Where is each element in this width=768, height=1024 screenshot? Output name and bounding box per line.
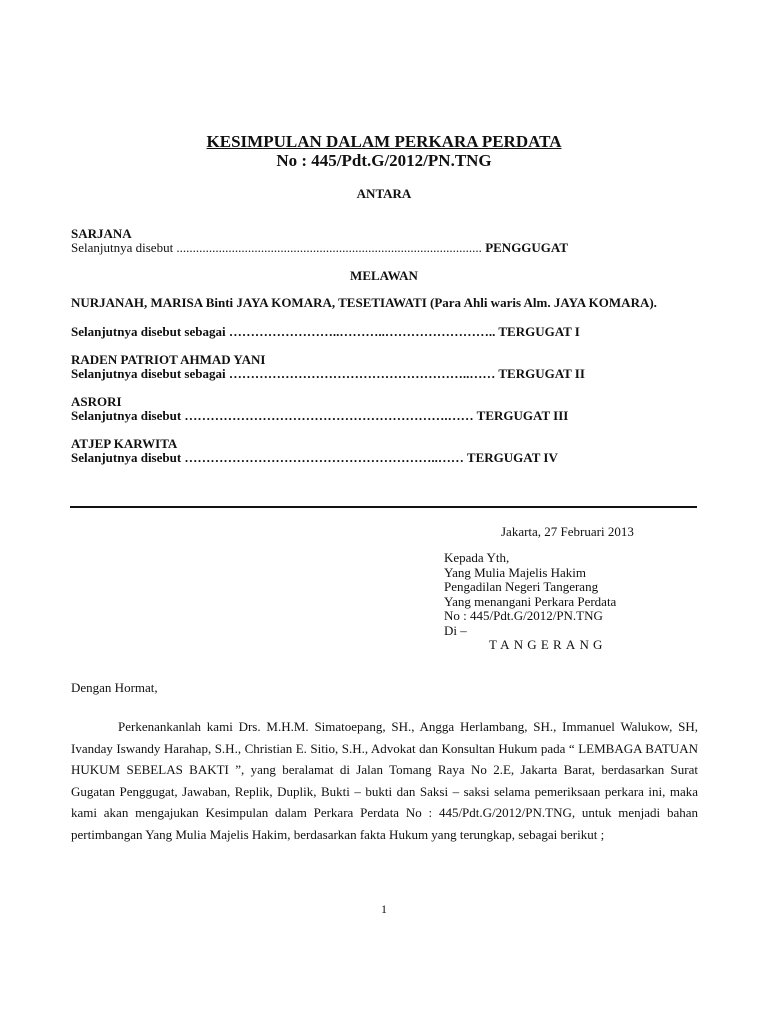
document-title: KESIMPULAN DALAM PERKARA PERDATA: [206, 132, 562, 151]
defendant-3-name: ASRORI: [71, 394, 122, 409]
address-line-1: Kepada Yth,: [444, 550, 510, 565]
address-line-3: Pengadilan Negeri Tangerang: [444, 579, 599, 594]
defendant-1-role-line: [71, 324, 671, 340]
defendant-2-role-line: [71, 366, 671, 382]
defendant-2-label: Selanjutnya disebut sebagai ………………………………………………..……: [71, 366, 496, 381]
defendant-1-name: NURJANAH, MARISA Binti JAYA KOMARA, TESETIAWATI (Para Ahli waris Alm. JAYA KOMARA).: [71, 295, 657, 310]
defendant-2-role: TERGUGAT II: [495, 366, 585, 381]
plaintiff-role-line: [71, 240, 671, 256]
address-line-6: Di –: [444, 622, 467, 638]
melawan-label: MELAWAN: [350, 268, 418, 283]
defendant-3-role-line: [71, 408, 671, 424]
defendant-1-role: TERGUGAT I: [495, 324, 580, 339]
defendant-4-role: TERGUGAT IV: [463, 450, 558, 465]
defendant-2-name: RADEN PATRIOT AHMAD YANI: [71, 352, 266, 367]
date-line: Jakarta, 27 Februari 2013: [501, 524, 634, 539]
defendant-3-role: TERGUGAT III: [473, 408, 569, 423]
address-line-4: Yang menangani Perkara Perdata: [444, 593, 617, 609]
address-line-2: Yang Mulia Majelis Hakim: [444, 564, 587, 580]
address-line-5: No : 445/Pdt.G/2012/PN.TNG: [444, 608, 603, 623]
plaintiff-role: PENGGUGAT: [481, 240, 569, 255]
defendant-1-label: Selanjutnya disebut sebagai ……………………..………..……………………..: [71, 324, 496, 339]
plaintiff-label: Selanjutnya disebut ..............................................................................................: [71, 240, 482, 255]
case-number: No : 445/Pdt.G/2012/PN.TNG: [276, 151, 492, 170]
defendant-4-label: Selanjutnya disebut …………………………………………………..……: [71, 450, 464, 465]
page-number: 1: [381, 902, 387, 916]
salutation: Dengan Hormat,: [71, 680, 158, 695]
plaintiff-name: SARJANA: [71, 226, 132, 241]
body-paragraph: Perkenankanlah kami Drs. M.H.M. Simatoepang, SH., Angga Herlambang, SH., Immanuel Walukow, SH, Ivanday Iswandy Harahap, S.H., Christian E. Sitio, S.H., Advokat dan Konsultan Hukum pada “ LEMBAGA BATUAN HUKUM SEBELAS BAKTI ”, yang beralamat di Jalan Tomang Raya No 2.E, Jakarta Barat, berdasarkan Surat Gugatan Penggugat, Jawaban, Replik, Duplik, Bukti – bukti dan Saksi – saksi selama pemeriksaan perkara ini, maka kami akan mengajukan Kesimpulan dalam Perkara Perdata No : 445/Pdt.G/2012/PN.TNG, untuk menjadi bahan pertimbangan Yang Mulia Majelis Hakim, berdasarkan fakta Hukum yang terungkap, sebagai berikut ;: [71, 719, 698, 842]
defendant-3-label: Selanjutnya disebut …………………………………………………….……: [71, 408, 474, 423]
antara-label: ANTARA: [356, 186, 412, 201]
section-divider: [70, 506, 697, 508]
defendant-4-name: ATJEP KARWITA: [71, 436, 178, 451]
defendant-4-role-line: [71, 450, 671, 466]
address-city: TANGERANG: [489, 637, 607, 652]
